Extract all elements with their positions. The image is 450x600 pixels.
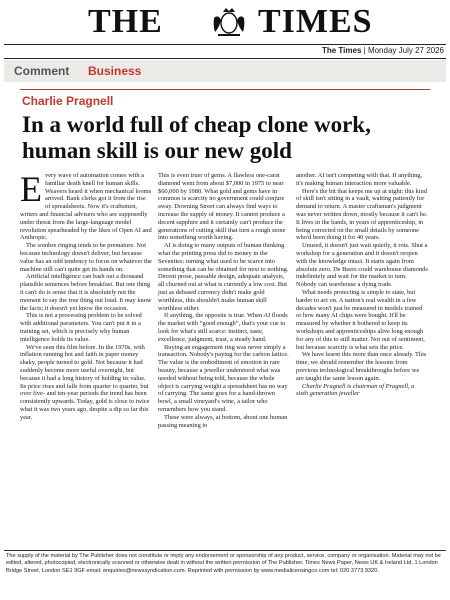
paragraph: Buying an engagement ring was never simply a transaction. Nobody's paying for the carbon lattice. The value is the embodiment of emotion in rare beauty, because a jeweller understood what was needed without being told, because the whole object is carrying weight a spreadsheet has no way of carrying. The same goes for a hand-thrown bowl, a small vineyard's wine, a tailor who remembers how you stand. (158, 343, 289, 413)
section-bar (4, 60, 446, 82)
article-column-2 (158, 172, 290, 429)
publication-separator: | (363, 46, 368, 55)
publication-line (322, 45, 444, 57)
paragraph: Artificial intelligence can bash out a thousand plausible sentences before breakfast. But one thing it can't do is sense that it is absolutely not the moment to say the true thing out loud. It may know the facts; it doesn't yet know the occasion. (20, 273, 152, 312)
article-column-3 (296, 172, 428, 398)
publication-rule (4, 58, 446, 59)
paragraph: We have learnt this more than once already. This time, we should remember the lessons from previous technological breakthroughs before we are taught the same lesson again. (296, 351, 427, 382)
paragraph: These were always, at bottom, about one human passing meaning to (158, 413, 288, 429)
byline: Charlie Pragnell (22, 94, 114, 108)
paragraph: This is even truer of gems. A flawless one-carat diamond went from about $7,000 in 1975 to near $60,000 by 1980. What gold and gems have in common is scarcity no government could conjure away. Downing Street can always find ways to increase the supply of money. It cannot produce a decent sapphire and it certainly can't produce the generations of cutting skill that turn a rough stone into something worth having. (158, 172, 286, 242)
footer-rule (4, 550, 446, 551)
headline: In a world full of cheap clone work, human skill is our new gold (22, 112, 371, 163)
section-comment-label: Comment (14, 64, 70, 78)
author-signoff: Charlie Pragnell is chairman of Pragnell, a sixth generation jeweller (296, 382, 415, 398)
masthead (0, 2, 450, 42)
article-column-1 (20, 169, 152, 422)
royal-crest-icon (210, 6, 248, 38)
publication-name: The Times (321, 46, 362, 55)
masthead-word-times: TIMES (258, 3, 373, 40)
paragraph: another. AI isn't competing with that. If anything, it's making human interaction more valuable. (296, 172, 423, 187)
paragraph: Unused, it doesn't just wait quietly, it rots. Shut a workshop for a generation and it doesn't reopen with the knowledge intact. It starts again from absolute zero. De Beers could warehouse diamonds indefinitely and wait for the market to turn. Nobody can warehouse a dying trade. (296, 242, 428, 289)
paragraph: This is not a processing problem to be solved with additional parameters. You can't put it in a training set, which is precisely why human intelligence holds its value. (20, 312, 142, 343)
paragraph: If anything, the opposite is true. When AI floods the market with “good enough”, that's your cue to look for what's still scarce: instinct, taste, excellence, judgment, trust, a steady hand. (158, 312, 288, 343)
masthead-word-the: THE (88, 3, 163, 40)
dropcap: E (20, 169, 42, 209)
paragraph: Here's the bit that keeps me up at night: this kind of skill isn't sitting in a vault, waiting patiently for demand to return. A master craftsman's judgment was never written down, mostly because it can't be. It lives in the hands, in years of apprenticeship, in being corrected on the small details by someone who'd been doing it for 40 years. (296, 187, 428, 242)
footer-notice: The supply of the material by The Publisher does not constitute or imply any endorsement or sponsorship of any product, service, company or organisation. Material may not be edited, altered, photocopied, electronically scanned or otherwise dealt in without the written permission of The Publisher. Times News Paper, News UK & Ireland Ltd, 1 London Bridge Street, London SE1 9GF email: enquiries@newssyndication.com. Reprinted with permission by www.medialicensingco.com tel: 020 3773 9320. (6, 553, 441, 574)
paragraph: Every wave of automation comes with a familiar death knell for human skills. Weavers heard it when mechanical looms arrived. Bank clerks got it from the rise of spreadsheets. Now it's craftsmen, writers and financial advisers who are supposedly under threat from the large-language model revolution spearheaded by the likes of Open AI and Anthropic. (20, 169, 152, 242)
paragraph: AI is doing to many outputs of human thinking what the printing press did to money in the Seventies: turning what used to be scarce into something that can be obtained for next to nothing. Decent prose, passable design, adequate analysis, all churned out at what is currently a low cost. But just as debased currency didn't make gold worthless, this shouldn't make human skill worthless either. (158, 242, 289, 312)
section-business-label: Business (88, 64, 142, 78)
publication-date: Monday July 27 2026 (367, 46, 444, 55)
paragraph: We've seen this film before. In the 1970s, with inflation running hot and faith in paper money shaky, people turned to gold. Not because it had suddenly become more useful overnight, but because it had a long history of holding its value. Its price rises and falls from quarter to quarter, but over five- and ten-year periods the trend has been consistently upwards. Today, gold is close to twice what it was two years ago, despite a dip so far this year. (20, 343, 150, 421)
paragraph: What needs protecting is simple to state, but harder to act on. A nation's real wealth in a few decades won't just be measured in models trained or how many AI chips were bought. It'll be measured by whether it bothered to keep its workshops and apprenticeships alive long enough for any of this to still matter. Not out of sentiment, but because scarcity is what sets the price. (296, 288, 425, 351)
paragraph: The sombre ringing tends to be premature. Not because technology doesn't deliver, but because value has an odd tendency to focus on whatever the machine still can't quite get its hands on. (20, 242, 152, 273)
byline-rule (20, 89, 430, 90)
